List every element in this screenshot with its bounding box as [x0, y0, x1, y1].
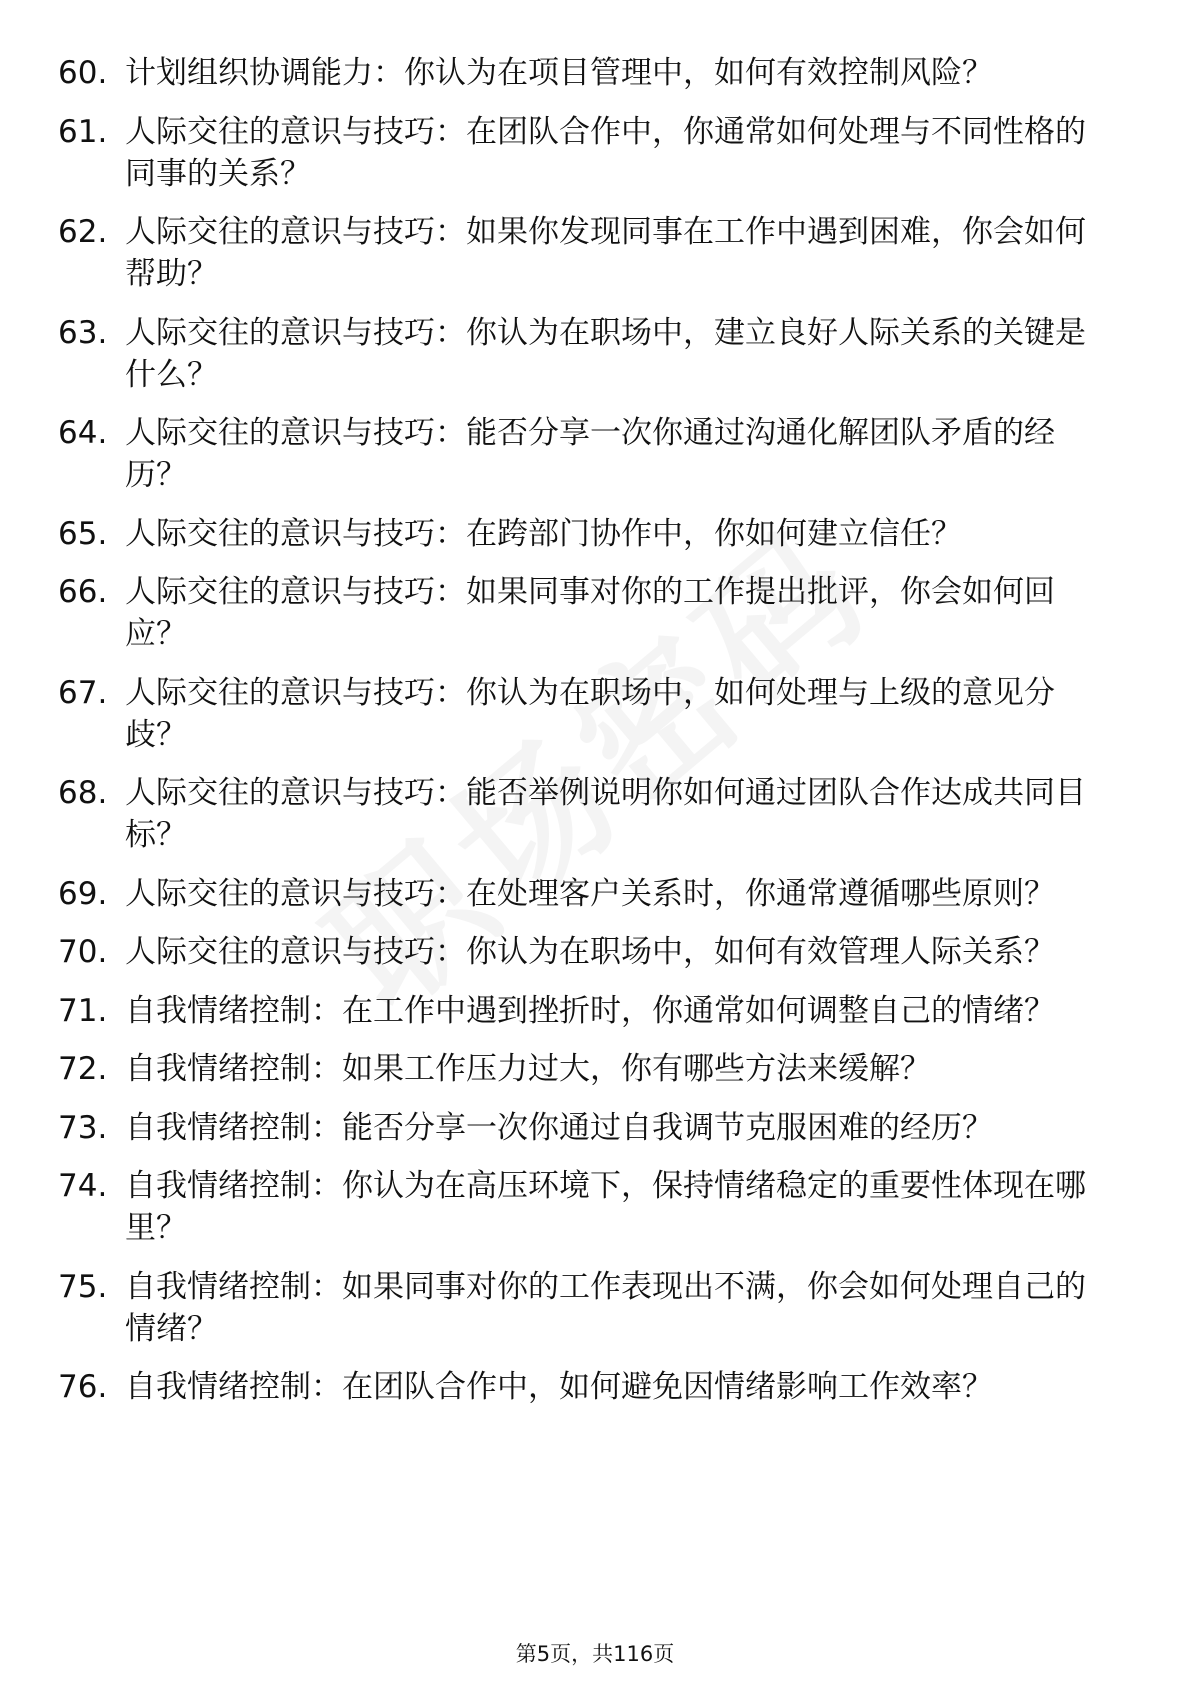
question-item — [58, 211, 1118, 295]
question-number: 63. — [58, 314, 108, 351]
question-text: 计划组织协调能力：你认为在项目管理中，如何有效控制风险？ — [125, 55, 993, 91]
question-number: 69. — [58, 875, 108, 912]
question-text: 自我情绪控制：如果同事对你的工作表现出不满，你会如何处理自己的情绪？ — [125, 1268, 1086, 1347]
question-item — [58, 772, 1118, 856]
question-item — [58, 672, 1118, 756]
question-text: 人际交往的意识与技巧：能否分享一次你通过沟通化解团队矛盾的经历？ — [125, 415, 1055, 493]
question-number: 72. — [58, 1051, 108, 1087]
question-item — [58, 312, 1118, 396]
question-text: 人际交往的意识与技巧：在团队合作中，你通常如何处理与不同性格的同事的关系？ — [125, 113, 1086, 192]
question-item — [58, 1266, 1118, 1350]
question-number: 74. — [58, 1168, 108, 1204]
page-number-label: 第5页，共116页 — [515, 1642, 675, 1666]
question-item — [58, 931, 1118, 973]
question-item — [58, 1048, 1118, 1090]
question-item — [58, 513, 1118, 555]
question-item — [58, 412, 1118, 496]
question-number: 71. — [58, 992, 108, 1029]
question-text: 自我情绪控制：你认为在高压环境下，保持情绪稳定的重要性体现在哪里？ — [125, 1168, 1086, 1246]
question-text: 自我情绪控制：在团队合作中，如何避免因情绪影响工作效率？ — [125, 1369, 993, 1405]
question-text: 人际交往的意识与技巧：在处理客户关系时，你通常遵循哪些原则？ — [125, 875, 1055, 912]
question-number: 60. — [58, 55, 108, 91]
question-item — [58, 111, 1118, 195]
question-text: 人际交往的意识与技巧：在跨部门协作中，你如何建立信任？ — [125, 515, 962, 552]
question-text: 人际交往的意识与技巧：能否举例说明你如何通过团队合作达成共同目标？ — [125, 775, 1086, 853]
question-number: 66. — [58, 574, 108, 610]
question-number: 68. — [58, 775, 108, 811]
question-text: 自我情绪控制：如果工作压力过大，你有哪些方法来缓解？ — [125, 1051, 931, 1087]
question-item — [58, 1366, 1118, 1408]
question-item — [58, 571, 1118, 655]
question-text: 人际交往的意识与技巧：你认为在职场中，如何处理与上级的意见分歧？ — [125, 674, 1055, 753]
question-item — [58, 990, 1118, 1032]
question-number: 73. — [58, 1109, 108, 1146]
question-number: 76. — [58, 1369, 108, 1405]
question-number: 61. — [58, 113, 108, 150]
question-text: 自我情绪控制：在工作中遇到挫折时，你通常如何调整自己的情绪？ — [125, 992, 1055, 1029]
question-item — [58, 52, 1118, 94]
question-item — [58, 1107, 1118, 1149]
question-text: 人际交往的意识与技巧：你认为在职场中，如何有效管理人际关系？ — [125, 934, 1055, 970]
question-item — [58, 873, 1118, 915]
question-number: 65. — [58, 515, 108, 552]
question-list — [58, 52, 1118, 1425]
question-number: 67. — [58, 674, 108, 711]
question-item — [58, 1165, 1118, 1249]
question-number: 62. — [58, 214, 108, 250]
question-number: 64. — [58, 415, 108, 451]
question-text: 人际交往的意识与技巧：如果你发现同事在工作中遇到困难，你会如何帮助？ — [125, 214, 1086, 292]
page-footer — [0, 1641, 1190, 1667]
question-text: 自我情绪控制：能否分享一次你通过自我调节克服困难的经历？ — [125, 1109, 993, 1146]
question-text: 人际交往的意识与技巧：如果同事对你的工作提出批评，你会如何回应？ — [125, 574, 1055, 652]
question-text: 人际交往的意识与技巧：你认为在职场中，建立良好人际关系的关键是什么？ — [125, 314, 1086, 393]
question-number: 70. — [58, 934, 108, 970]
question-number: 75. — [58, 1268, 108, 1305]
